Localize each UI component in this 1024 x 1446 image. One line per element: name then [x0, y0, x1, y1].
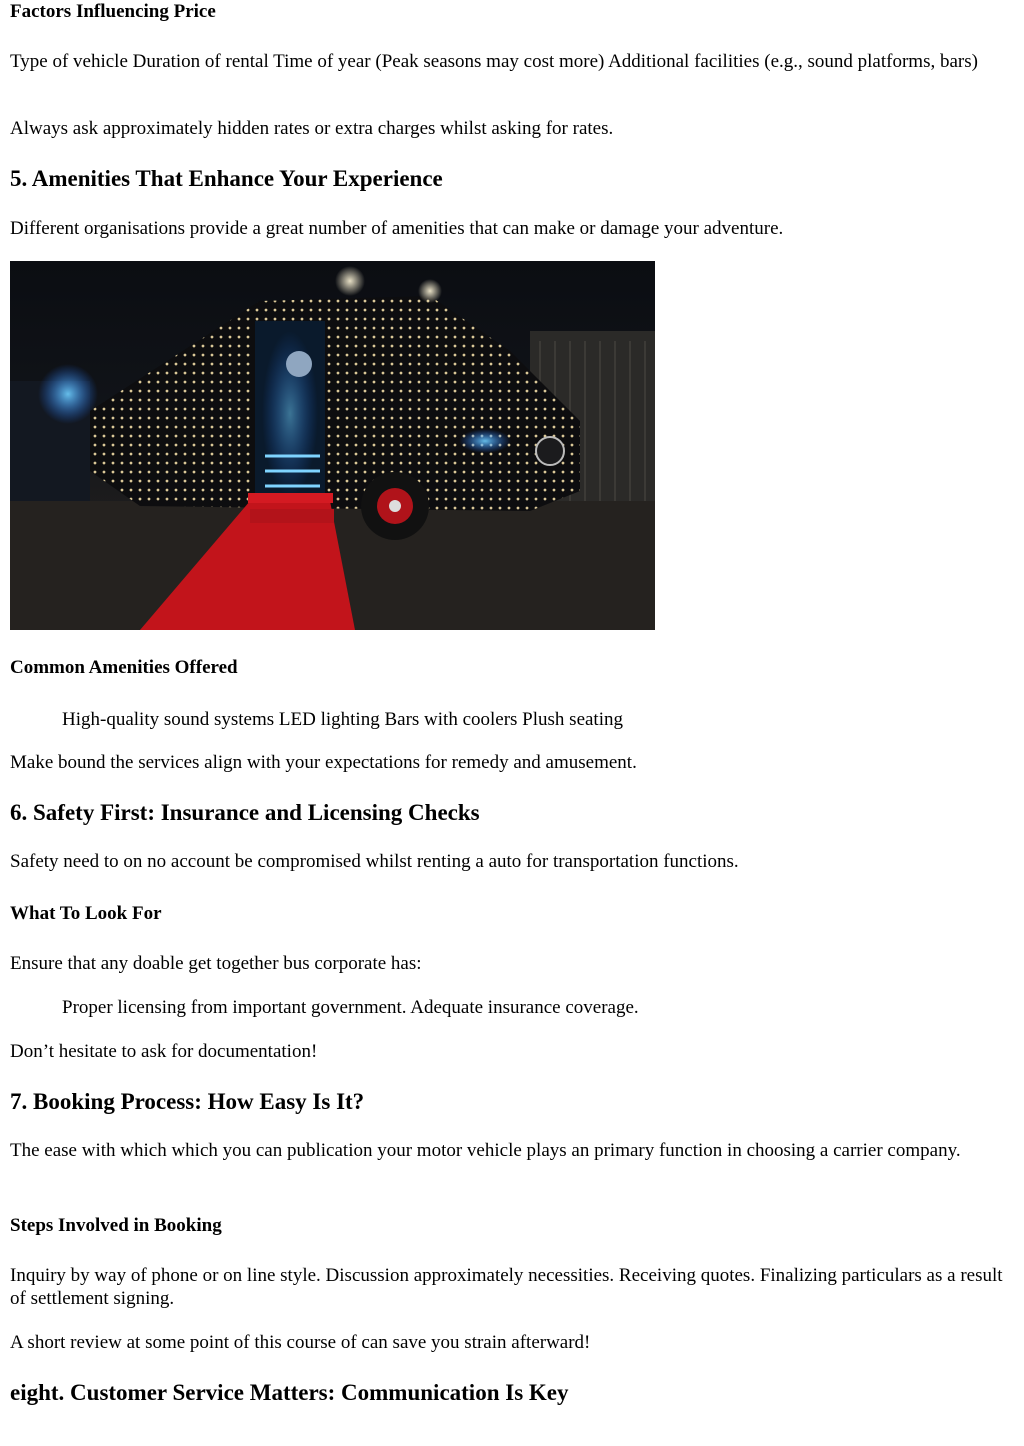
section-heading-booking: 7. Booking Process: How Easy Is It? — [10, 1089, 365, 1114]
party-bus-photo — [10, 261, 655, 630]
booking-intro: The ease with which which you can publication your motor vehicle plays an primary function in choosing a carrier company. — [10, 1140, 961, 1161]
amenities-intro: Different organisations provide a great number of amenities that can make or damage your adventure. — [10, 218, 784, 239]
safety-subheading: What To Look For — [10, 903, 162, 924]
amenities-subheading: Common Amenities Offered — [10, 657, 238, 678]
booking-note: A short review at some point of this course of can save you strain afterward! — [10, 1332, 591, 1353]
booking-steps: Inquiry by way of phone or on line style. Discussion approximately necessities. Receiving quotes. Finalizing particulars as a result of settlement signing. — [10, 1265, 1003, 1309]
price-factors-list: Type of vehicle Duration of rental Time of year (Peak seasons may cost more) Additional facilities (e.g., sound platforms, bars) — [10, 51, 978, 72]
section-heading-price-factors: Factors Influencing Price — [10, 1, 216, 22]
section-heading-safety: 6. Safety First: Insurance and Licensing Checks — [10, 800, 480, 825]
section-heading-service: eight. Customer Service Matters: Communication Is Key — [10, 1380, 569, 1405]
safety-lead: Ensure that any doable get together bus corporate has: — [10, 953, 422, 974]
section-heading-amenities: 5. Amenities That Enhance Your Experience — [10, 166, 443, 191]
price-factors-note: Always ask approximately hidden rates or extra charges whilst asking for rates. — [10, 118, 614, 139]
safety-list: Proper licensing from important government. Adequate insurance coverage. — [62, 997, 639, 1018]
booking-subheading: Steps Involved in Booking — [10, 1215, 222, 1236]
safety-intro: Safety need to on no account be compromised whilst renting a auto for transportation functions. — [10, 851, 739, 872]
amenities-list: High-quality sound systems LED lighting Bars with coolers Plush seating — [62, 709, 623, 730]
safety-note: Don’t hesitate to ask for documentation! — [10, 1041, 318, 1062]
amenities-note: Make bound the services align with your expectations for remedy and amusement. — [10, 752, 637, 773]
